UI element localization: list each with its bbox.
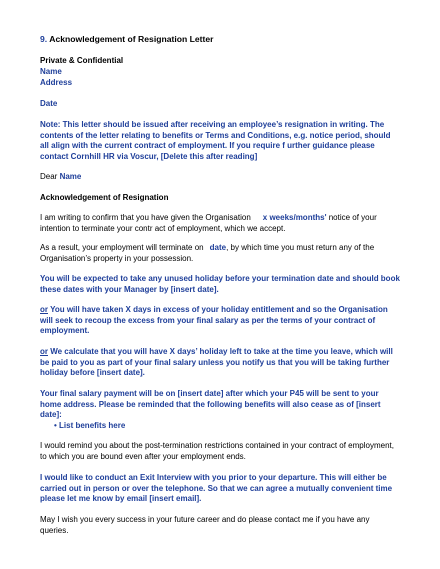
recipient-name: Name <box>40 67 62 76</box>
para1-end: notice of your intention to terminate your contr act of employment, which we accept. <box>40 213 377 233</box>
paragraph-holiday-unused: You will be expected to take any unused holiday before your termination date and should book these dates with your Manager by [insert date]. <box>40 274 400 294</box>
paragraph-holiday-excess <box>40 305 400 337</box>
paragraph-final-salary: Your final salary payment will be on [insert date] after which your P45 will be sent to your home address. Please be reminded that the following benefits will also cease as of [insert date]: <box>40 389 381 419</box>
paragraph-notice <box>40 213 400 234</box>
paragraph-exit-interview: I would like to conduct an Exit Interview with you prior to your departure. This will either be carried out in person or over the telephone. So that we can agree a mutually convenient time please let me know by email [insert email]. <box>40 473 393 503</box>
letter-subject: Acknowledgement of Resignation <box>40 193 169 202</box>
paragraph-closing: May I wish you every success in your future career and do please contact me if you have any queries. <box>40 515 370 535</box>
note-paragraph: Note: This letter should be issued after receiving an employee’s resignation in writing. The contents of the letter relating to benefits or Terms and Conditions, e.g. notice period, should all align with the current contract of employment. If you require f urther guidance please contact Cornhill HR via Voscur, [Delete this after reading] <box>40 120 391 161</box>
title-text: Acknowledgement of Resignation Letter <box>47 34 214 44</box>
para2-end: , by which time you must return any of the Organisation’s property in your possession. <box>40 243 375 263</box>
termination-date-field: date <box>209 243 227 252</box>
document-title <box>40 34 400 45</box>
date-line: Date <box>40 99 58 108</box>
paragraph-restrictions: I would remind you about the post-termination restrictions contained in your contract of employment, to which you are bound even after your employment ends. <box>40 441 394 461</box>
confidential-label: Private & Confidential <box>40 56 124 65</box>
paragraph-termination <box>40 243 400 264</box>
or-label: or <box>40 305 48 314</box>
para1-start: I am writing to confirm that you have given the Organisation <box>40 213 251 222</box>
paragraph-holiday-remaining <box>40 347 400 379</box>
para2-start: As a result, your employment will terminate on <box>40 243 204 252</box>
greeting-name: Name <box>59 172 82 181</box>
para4-text: You will have taken X days in excess of your holiday entitlement and so the Organisation will seek to recoup the excess from your final salary as per the terms of your contract of employment. <box>40 305 388 335</box>
notice-period-field: x weeks/months' <box>262 213 327 222</box>
greeting <box>40 172 400 183</box>
title-number: 9. <box>40 34 48 44</box>
recipient-address: Address <box>40 78 73 87</box>
greeting-dear: Dear <box>40 172 60 181</box>
para5-text: We calculate that you will have X days’ holiday left to take at the time you leave, which will be paid to you as part of your final salary unless you notify us that you will be taking further holiday before [insert date]. <box>40 347 393 377</box>
benefits-bullet: • List benefits here <box>54 421 126 430</box>
or-label: or <box>40 347 48 356</box>
